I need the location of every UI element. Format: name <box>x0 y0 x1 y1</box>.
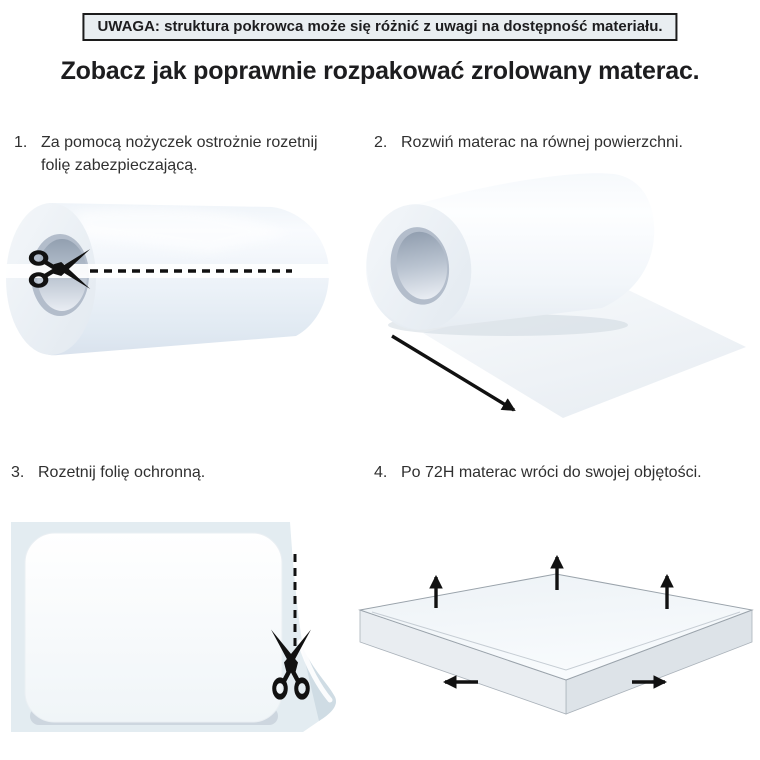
step-4-illustration-expanding-mattress <box>350 528 755 760</box>
step-2-text: Rozwiń materac na równej powierzchni. <box>401 134 683 151</box>
step-2-illustration-unrolling-mattress <box>358 165 758 423</box>
step-3-text: Rozetnij folię ochronną. <box>38 464 206 481</box>
step-2-number: 2. <box>374 134 388 151</box>
notice-text: UWAGA: struktura pokrowca może się różnić z uwagi na dostępność materiału. <box>97 18 663 35</box>
step-4-instruction <box>374 461 756 484</box>
step-4-number: 4. <box>374 464 388 481</box>
step-3-number: 3. <box>11 464 25 481</box>
step-2-instruction <box>374 131 756 154</box>
step-1-illustration-rolled-mattress <box>0 195 330 375</box>
step-1-text: Za pomocą nożyczek ostrożnie rozetnij folię zabezpieczającą. <box>41 134 318 175</box>
step-4-text: Po 72H materac wróci do swojej objętości. <box>401 464 702 481</box>
page-title: Zobacz jak poprawnie rozpakować zrolowany materac. <box>60 57 700 85</box>
step-1-instruction <box>14 131 344 177</box>
step-3-instruction <box>11 461 341 484</box>
flat-mattress <box>25 533 282 722</box>
step-3-illustration-foil-cutting <box>0 502 340 740</box>
step-1-number: 1. <box>14 134 28 151</box>
notice-banner <box>82 13 677 41</box>
